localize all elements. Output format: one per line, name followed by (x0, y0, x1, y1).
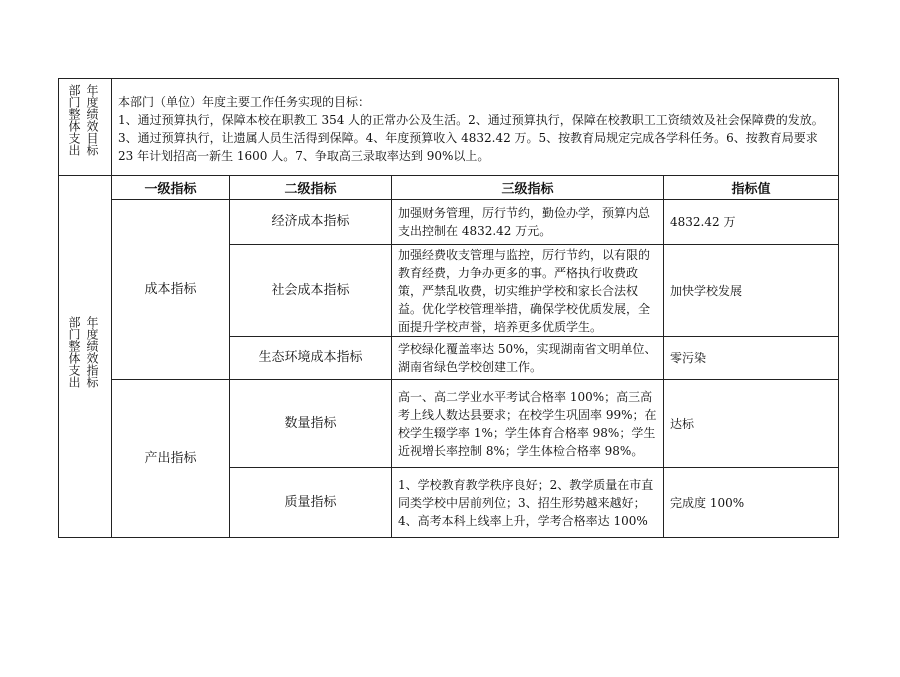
goal-side-label-col2: 年度绩效目标 (85, 84, 99, 156)
indicator-side-label (58, 175, 112, 538)
row-level3: 学校绿化覆盖率达 50%，实现湖南省文明单位、湖南省绿色学校创建工作。 (391, 336, 664, 380)
row-level3: 加强财务管理，厉行节约，勤俭办学，预算内总支出控制在 4832.42 万元。 (391, 199, 664, 245)
row-level2: 社会成本指标 (229, 244, 392, 337)
row-value: 加快学校发展 (663, 244, 839, 337)
row-value: 4832.42 万 (663, 199, 839, 245)
goal-body: 1、通过预算执行，保障本校在职教工 354 人的正常办公及生活。2、通过预算执行，保障在校教职工工资绩效及社会保障费的发放。3、通过预算执行，让遗属人员生活得到保障。4、年度预算收入 4832.42 万。5、按教育局规定完成各学科任务。6、按教育局要求 23 年计划招高一新生 1600 人。7、争取高三录取率达到 90%以上。 (118, 113, 824, 163)
header-level1: 一级指标 (111, 175, 230, 200)
header-level3: 三级指标 (391, 175, 664, 200)
row-level3: 高一、高二学业水平考试合格率 100%；高三高考上线人数达县要求；在校学生巩固率 99%；在校学生辍学率 1%；学生体育合格率 98%；学生近视增长率控制 8%；学生体检合格率 98%。 (391, 379, 664, 468)
row-level2: 数量指标 (229, 379, 392, 468)
indicator-side-label-col2: 年度绩效指标 (85, 316, 99, 388)
group-level1-cost: 成本指标 (111, 199, 230, 380)
goal-heading: 本部门（单位）年度主要工作任务实现的目标： (118, 95, 371, 109)
goal-side-label-col1: 部门整体支出 (67, 84, 81, 156)
header-level2: 二级指标 (229, 175, 392, 200)
group-level1-output: 产出指标 (111, 379, 230, 538)
row-level2: 生态环境成本指标 (229, 336, 392, 380)
row-level3: 1、学校教育教学秩序良好；2、教学质量在市直同类学校中居前列位；3、招生形势越来越好；4、高考本科上线率上升，学考合格率达 100% (391, 467, 664, 538)
row-value: 达标 (663, 379, 839, 468)
header-value: 指标值 (663, 175, 839, 200)
row-level3: 加强经费收支管理与监控，厉行节约，以有限的教育经费，力争办更多的事。严格执行收费政策，严禁乱收费，切实维护学校和家长合法权益。优化学校管理举措，确保学校优质发展，全面提升学校声誉，培养更多优质学生。 (391, 244, 664, 337)
indicator-side-label-col1: 部门整体支出 (67, 316, 81, 388)
row-level2: 经济成本指标 (229, 199, 392, 245)
row-value: 完成度 100% (663, 467, 839, 538)
row-value: 零污染 (663, 336, 839, 380)
goal-side-label (58, 78, 112, 176)
goal-content (111, 78, 839, 176)
row-level2: 质量指标 (229, 467, 392, 538)
